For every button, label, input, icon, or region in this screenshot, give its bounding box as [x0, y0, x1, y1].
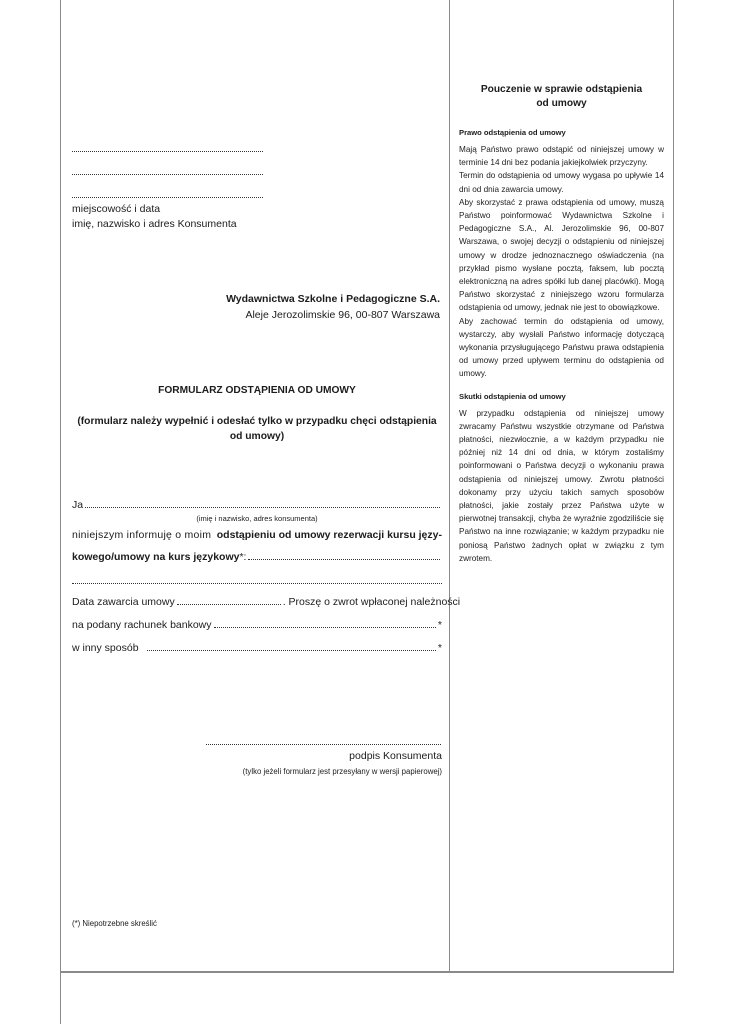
- contract-subject-field[interactable]: [248, 559, 440, 560]
- instructions-title-line1: Pouczenie w sprawie odstąpienia: [480, 84, 643, 95]
- bottom-border: [60, 971, 674, 973]
- other-method-field[interactable]: [147, 650, 436, 651]
- section2-heading: Skutki odstąpienia od umowy: [459, 391, 566, 401]
- signature-field[interactable]: [206, 744, 441, 745]
- name-address-label: imię, nazwisko i adres Konsumenta: [72, 218, 237, 230]
- section1-heading: Prawo odstąpienia od umowy: [459, 128, 566, 137]
- place-date-label: miejscowość i data: [72, 203, 161, 215]
- instructions-body: [459, 128, 664, 565]
- other-method-line: [72, 642, 442, 654]
- contract-date-line: [72, 596, 461, 608]
- ja-label: Ja: [72, 499, 84, 511]
- other-method-asterisk: *: [437, 642, 442, 654]
- section1-paragraph: Termin do odstąpienia od umowy wygasa po upływie 14 dni od dnia zawarcia umowy.: [459, 171, 664, 194]
- ja-line: [72, 499, 442, 511]
- name-field[interactable]: [72, 174, 263, 175]
- form-subtitle-line2: od umowy): [229, 431, 285, 442]
- footnote: (*) Niepotrzebne skreślić: [72, 919, 157, 928]
- left-border: [60, 0, 61, 1024]
- ja-hint: (imię i nazwisko, adres konsumenta): [196, 514, 318, 523]
- bank-account-label: na podany rachunek bankowy: [72, 619, 212, 631]
- bank-account-asterisk: *: [437, 619, 442, 631]
- section1-paragraph: Aby zachować termin do odstąpienia od umowy, wystarczy, aby wysłali Państwo informację dotyczącą wykonania przysługującego Państwu prawa odstąpienia od umowy przed upływem terminu do odstąpienia od umowy.: [459, 316, 664, 379]
- contract-date-label: Data zawarcia umowy: [72, 596, 175, 608]
- section1-paragraph: Aby skorzystać z prawa odstąpienia od umowy, muszą Państwo poinformować Wydawnictwa Szkolne i Pedagogiczne S.A., Al. Jerozolimskie 96, 00-807 Warszawa, o swojej decyzji o odstąpieniu od niniejszej umowy w drodze jednoznacznego oświadczenia (na przykład pismo wysłane pocztą, faksem, lub pocztą elektroniczną na adres spółki lub danej placówki). Mogą Państwo skorzystać z niniejszego wzoru formularza odstąpienia od umowy, jednak nie jest to obowiązkowe.: [459, 197, 664, 313]
- inform-bold-2: kowego/umowy na kurs językowy: [72, 551, 240, 563]
- form-title: FORMULARZ ODSTĄPIENIA OD UMOWY: [158, 385, 356, 396]
- signature-label: podpis Konsumenta: [349, 750, 442, 762]
- signature-note: (tylko jeżeli formularz jest przesyłany w wersji papierowej): [242, 767, 442, 776]
- refund-request: . Proszę o zwrot wpłaconej należności: [282, 596, 461, 608]
- section2-paragraph: W przypadku odstąpienia od niniejszej umowy zwracamy Państwu wszystkie otrzymane od Państwa płatności, niezwłocznie, a w każdym przypadku nie później niż 14 dni od dnia, w którym zostaliśmy poinformowani o Państwa decyzji o wykonaniu prawa odstąpienia od niniejszej umowy. Zwrotu płatności dokonamy przy użyciu takich samych sposobów płatności, jakie zostały przez Państwa użyte w pierwotnej transakcji, chyba że wyraźnie zgodziliście się Państwo na inne rozwiązanie; w każdym przypadku nie poniosą Państwo żadnych opłat w związku z tym zwrotem.: [459, 408, 664, 563]
- address-field[interactable]: [72, 197, 263, 198]
- instructions-title-line2: od umowy: [536, 98, 587, 109]
- contract-date-field[interactable]: [177, 604, 281, 605]
- recipient-company: Wydawnictwa Szkolne i Pedagogiczne S.A.: [226, 293, 440, 305]
- place-date-field[interactable]: [72, 151, 263, 152]
- contract-subject-field-2[interactable]: [72, 583, 442, 584]
- right-border: [673, 0, 674, 972]
- inform-line-1: [72, 529, 442, 541]
- other-method-label: w inny sposób: [72, 642, 139, 654]
- bank-account-field[interactable]: [214, 627, 436, 628]
- form-subtitle-line1: (formularz należy wypełnić i odesłać tylko w przypadku chęci odstąpienia: [77, 416, 437, 427]
- recipient-address: Aleje Jerozolimskie 96, 00-807 Warszawa: [245, 309, 440, 321]
- inform-suffix: *:: [239, 551, 247, 563]
- inform-bold-1: odstąpieniu od umowy rezerwacji kursu języ-: [216, 529, 442, 541]
- column-divider: [449, 0, 450, 972]
- ja-field[interactable]: [85, 507, 440, 508]
- inform-prefix: niniejszym informuję o moim: [72, 529, 212, 541]
- section1-paragraph: Mają Państwo prawo odstąpić od niniejszej umowy w terminie 14 dni bez podania jakiejkolwiek przyczyny.: [459, 145, 664, 168]
- inform-line-2: [72, 551, 442, 563]
- bank-account-line: [72, 619, 442, 631]
